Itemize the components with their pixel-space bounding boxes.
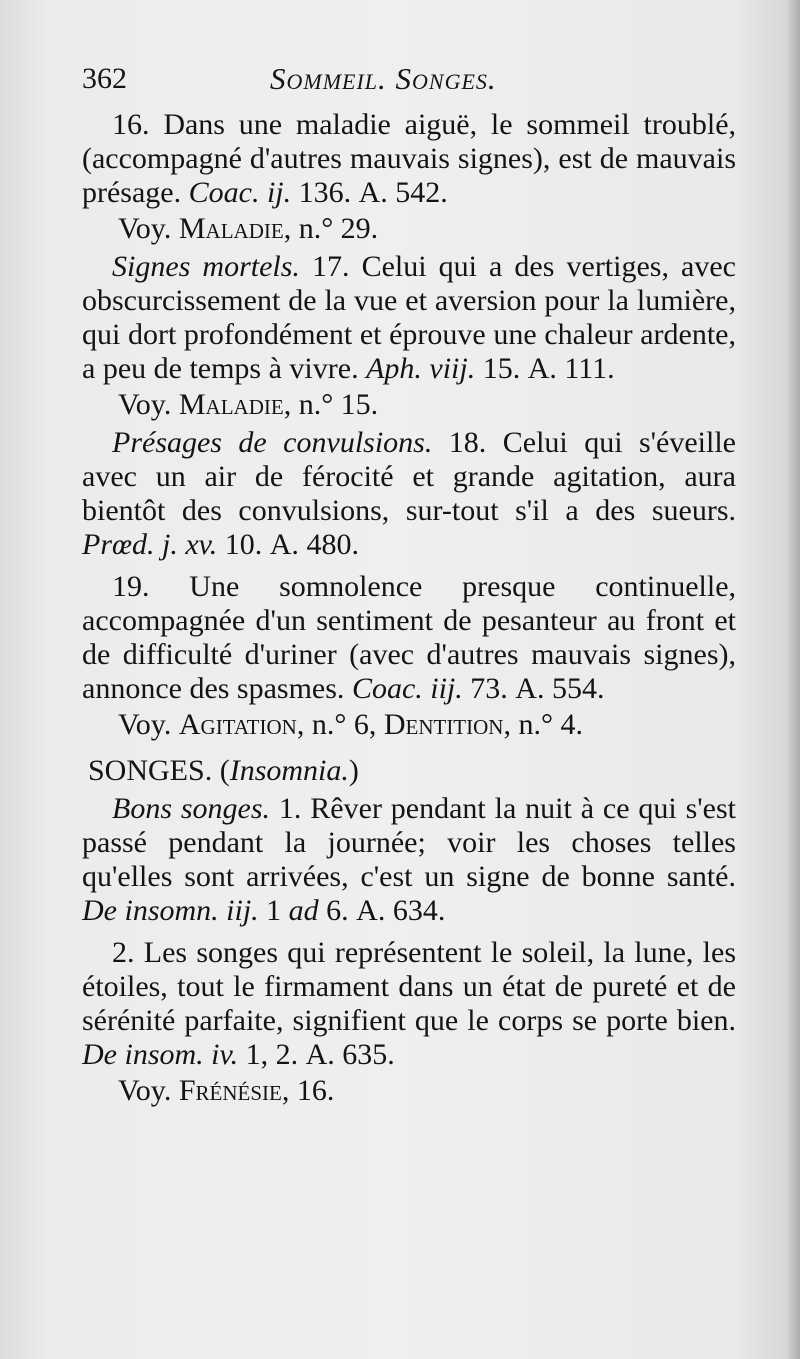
reference-range-start: 1 — [266, 894, 282, 927]
cross-reference-number: , n.° 29. — [283, 212, 379, 245]
cross-reference-target-2: Dentition — [383, 708, 504, 741]
cross-reference-19 — [82, 708, 736, 742]
paragraph-number: 18. — [448, 426, 487, 459]
cross-reference-17 — [82, 388, 736, 422]
reference-book: ij. — [266, 176, 292, 209]
paragraph-16 — [82, 108, 736, 210]
paragraph-text: Celui qui s'éveille avec un air de férocité et grande agitation, aura bientôt des convulsions, sur-tout s'il a des sueurs. — [82, 426, 737, 527]
paragraph-text: Les songes qui représentent le soleil, la lune, les étoiles, tout le firmament dans un état de pureté et de sérénité parfaite, signifient que le corps se porte bien. — [82, 936, 736, 1037]
paragraph-number: 2. — [112, 936, 135, 969]
reference-a: A. — [305, 1038, 335, 1071]
reference-title: Coac. — [188, 176, 260, 209]
section-latin-title: Insomnia. — [229, 754, 349, 787]
reference-a: A. — [356, 894, 386, 927]
reference-a: A. — [269, 528, 299, 561]
reference-number: 15. — [482, 352, 521, 385]
reference-range-start: 1, — [245, 1038, 269, 1071]
cross-reference-songes-2 — [82, 1074, 736, 1108]
cross-reference-number-2: , n.° 4. — [503, 708, 583, 741]
paragraph-heading: Bons songes. — [112, 792, 271, 825]
reference-title: Prœd. — [82, 528, 155, 561]
reference-number: 10. — [224, 528, 263, 561]
reference-range-end: 6. — [326, 894, 349, 927]
reference-a-number: 480. — [306, 528, 359, 561]
reference-a-number: 111. — [564, 352, 615, 385]
paragraph-number: 19. — [112, 570, 150, 603]
paragraph-number: 17. — [311, 250, 350, 283]
cross-reference-target: Agitation — [178, 708, 297, 741]
section-heading-songes — [82, 754, 736, 788]
reference-title: Aph. — [366, 352, 422, 385]
reference-title: Coac. — [351, 672, 423, 705]
paragraph-heading: Présages de convulsions. — [112, 426, 433, 459]
open-paren: ( — [219, 754, 230, 787]
reference-book: viij. — [429, 352, 476, 385]
reference-book: j. — [162, 528, 178, 561]
reference-title: De insom. — [82, 1038, 204, 1071]
reference-book-2: xv. — [185, 528, 218, 561]
reference-range-end: 2. — [275, 1038, 299, 1071]
paragraph-heading: Signes mortels. — [112, 250, 300, 283]
reference-a-number: 554. — [551, 672, 605, 705]
voy-label: Voy. — [118, 212, 172, 245]
section-title: SONGES. — [88, 754, 213, 787]
paragraph-text: Celui qui a des vertiges, avec obscurcissement de la vue et aversion pour la lumière, qui dort profondément et éprouve une chaleur ardente, a peu de temps à vivre. — [82, 250, 736, 385]
paragraph-18 — [82, 426, 736, 562]
reference-book: iij. — [430, 672, 463, 705]
cross-reference-16 — [82, 212, 736, 246]
paragraph-19 — [82, 570, 736, 706]
cross-reference-number: , n.° 15. — [283, 388, 379, 421]
reference-ad: ad — [288, 894, 319, 927]
paragraph-text: Une somnolence presque continuelle, accompagnée d'un sentiment de pesanteur au front et de difficulté d'uriner (avec d'autres mauvais signes), annonce des spasmes. — [82, 570, 737, 705]
paragraph-text: Rêver pendant la nuit à ce qui s'est passé pendant la journée; voir les choses telles qu'elles sont arrivées, c'est un signe de bonne santé. — [82, 792, 737, 893]
voy-label: Voy. — [118, 1074, 172, 1107]
cross-reference-number: , 16. — [281, 1074, 335, 1107]
reference-title: De insomn. — [82, 894, 219, 927]
paragraph-17 — [82, 250, 736, 386]
paragraph-text: Dans une maladie aiguë, le sommeil troublé, (accompagné d'autres mauvais signes), est de mauvais présage. — [82, 108, 737, 209]
reference-a: A. — [515, 672, 545, 705]
close-paren: ) — [348, 754, 359, 787]
cross-reference-number: , n.° 6, — [296, 708, 377, 741]
reference-a-number: 542. — [395, 176, 448, 209]
running-title: Sommeil. Songes. — [270, 61, 497, 96]
reference-a-number: 635. — [342, 1038, 395, 1071]
cross-reference-target: Maladie — [178, 388, 284, 421]
reference-book: iij. — [226, 894, 259, 927]
paragraph-number: 16. — [112, 108, 150, 141]
paragraph-songes-2 — [82, 936, 736, 1072]
running-head — [82, 62, 736, 108]
reference-a: A. — [358, 176, 388, 209]
text-block — [82, 62, 736, 1112]
cross-reference-target: Maladie — [178, 212, 284, 245]
page-number: 362 — [82, 62, 127, 95]
cross-reference-target: Frénésie — [178, 1074, 282, 1107]
paragraph-number: 1. — [278, 792, 302, 825]
paragraph-songes-1 — [82, 792, 736, 928]
reference-a-number: 634. — [392, 894, 446, 927]
spine-shadow — [786, 0, 800, 1359]
reference-book: iv. — [211, 1038, 239, 1071]
voy-label: Voy. — [118, 388, 172, 421]
reference-a: A. — [527, 352, 557, 385]
reference-number: 73. — [470, 672, 508, 705]
voy-label: Voy. — [118, 708, 172, 741]
reference-number: 136. — [298, 176, 352, 209]
